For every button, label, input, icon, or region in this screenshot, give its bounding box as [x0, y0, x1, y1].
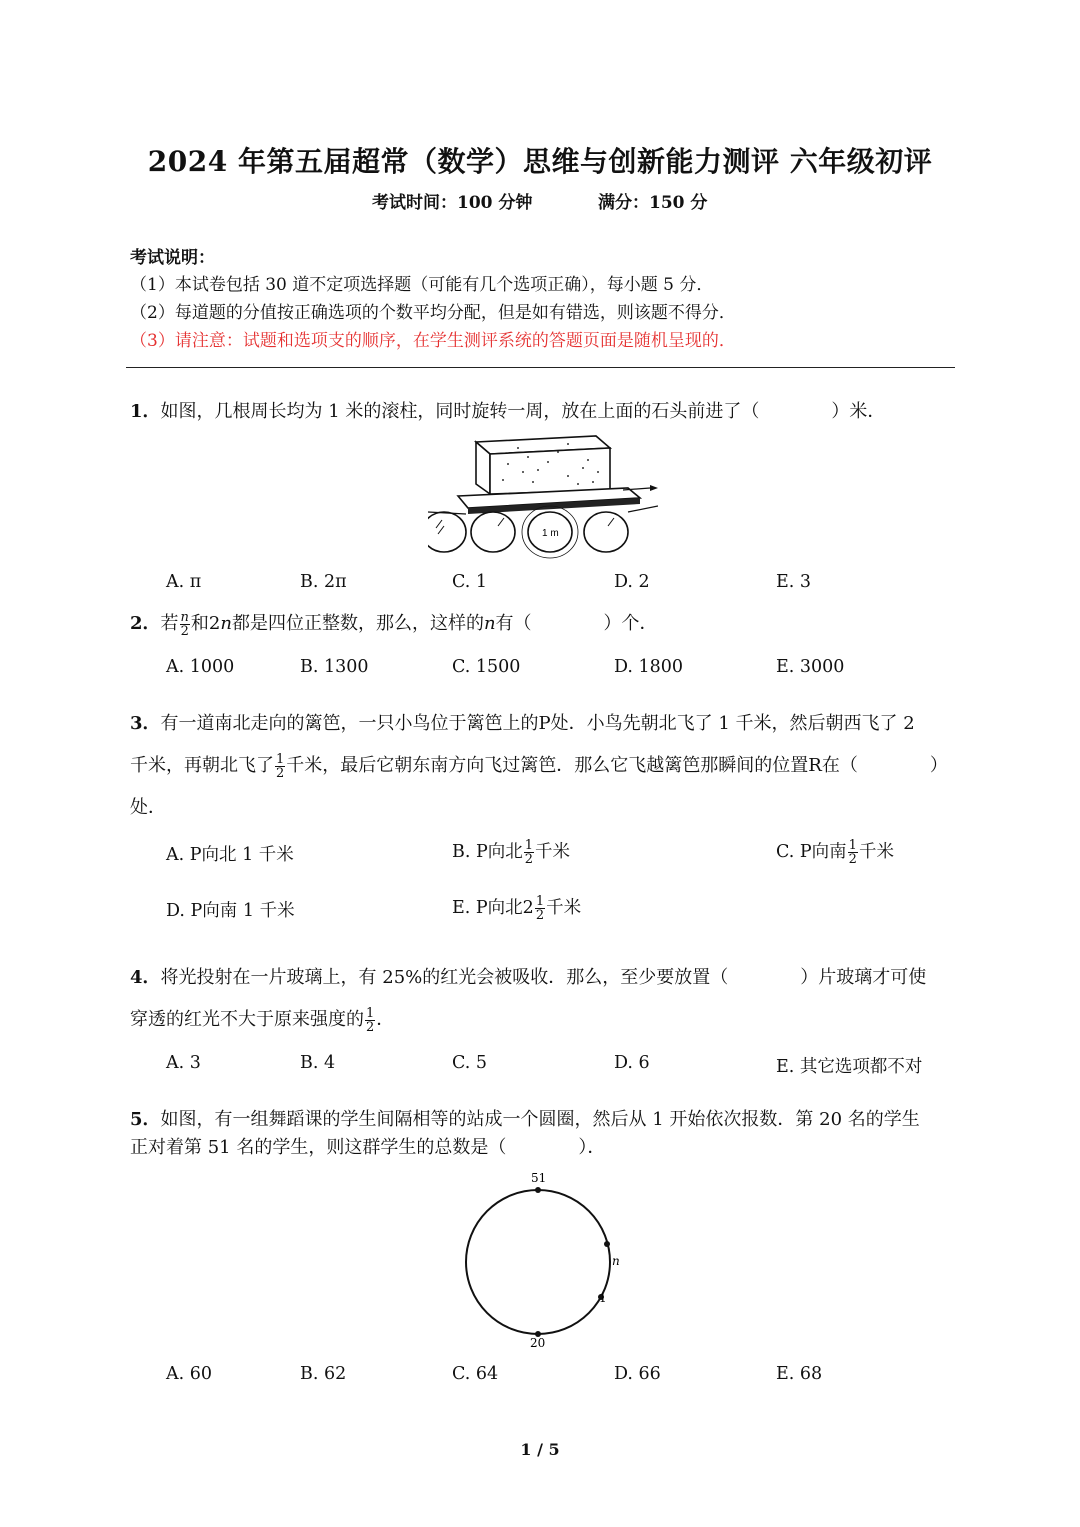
fraction: $\frac{1}{2}$	[276, 751, 285, 781]
question-4: 4．将光投射在一片玻璃上，有 25%的红光会被吸收．那么，至少要放置（ ）片玻璃才可使	[130, 967, 927, 988]
full-score: 满分：150 分	[598, 193, 708, 213]
instruction-line-3: （3）请注意：试题和选项支的顺序，在学生测评系统的答题页面是随机呈现的．	[130, 331, 736, 351]
question-1: 1．如图，几根周长均为 1 米的滚柱，同时旋转一周，放在上面的石头前进了（ ）米．	[130, 401, 886, 422]
page-number: 1 / 5	[520, 1440, 560, 1459]
question-3-line-3: 处．	[130, 797, 166, 818]
q2-option-b[interactable]: B. 1300	[300, 657, 369, 677]
q1-option-c[interactable]: C. 1	[452, 572, 488, 592]
question-number: 1	[130, 401, 143, 422]
q2-option-d[interactable]: D. 1800	[614, 657, 684, 677]
question-text: 将光投射在一片玻璃上，有 25%的红光会被吸收．那么，至少要放置（ ）片玻璃才可使	[160, 967, 927, 988]
question-number: 3	[130, 713, 143, 734]
question-text: 有一道南北走向的篱笆，一只小鸟位于篱笆上的P处．小鸟先朝北飞了 1 千米，然后朝西飞了 2	[160, 713, 915, 734]
instruction-line-2: （2）每道题的分值按正确选项的个数平均分配，但是如有错选，则该题不得分．	[130, 303, 736, 323]
rollers-figure	[428, 432, 658, 562]
question-text: 若	[160, 613, 179, 634]
question-3: 3．有一道南北走向的篱笆，一只小鸟位于篱笆上的P处．小鸟先朝北飞了 1 千米，然后朝西飞了 2	[130, 713, 915, 734]
q1-option-b[interactable]: B. 2π	[300, 572, 347, 592]
circle-figure	[450, 1168, 630, 1353]
q5-option-d[interactable]: D. 66	[614, 1364, 661, 1384]
question-text: 如图，有一组舞蹈课的学生间隔相等的站成一个圆圈，然后从 1 开始依次报数．第 20 名的学生	[160, 1109, 920, 1130]
q5-option-b[interactable]: B. 62	[300, 1364, 347, 1384]
q4-option-a[interactable]: A. 3	[166, 1053, 201, 1073]
question-number: 2	[130, 613, 143, 634]
point-51	[535, 1187, 541, 1193]
label-n: n	[612, 1254, 620, 1268]
question-4-line-2: 穿透的红光不大于原来强度的 $\frac{1}{2}$ ．	[130, 1005, 395, 1035]
page-title: 2024 年第五届超常（数学）思维与创新能力测评 六年级初评	[147, 145, 933, 178]
question-5: 5．如图，有一组舞蹈课的学生间隔相等的站成一个圆圈，然后从 1 开始依次报数．第 20 名的学生	[130, 1109, 920, 1130]
exam-time: 考试时间：100 分钟	[372, 193, 533, 213]
question-5-line-2: 正对着第 51 名的学生，则这群学生的总数是（ ）．	[130, 1137, 606, 1158]
instruction-line-1: （1）本试卷包括 30 道不定项选择题（可能有几个选项正确），每小题 5 分．	[130, 275, 714, 295]
q1-option-d[interactable]: D. 2	[614, 572, 650, 592]
q4-option-b[interactable]: B. 4	[300, 1053, 336, 1073]
q5-option-a[interactable]: A. 60	[166, 1364, 213, 1384]
instructions-heading: 考试说明：	[130, 248, 215, 268]
q2-option-a[interactable]: A. 1000	[166, 657, 235, 677]
label-20: 20	[530, 1336, 546, 1350]
question-number: 4	[130, 967, 143, 988]
fraction: $\frac{n}{2}$	[180, 609, 189, 639]
label-1: 1	[599, 1291, 607, 1305]
q3-option-d[interactable]: D. P向南 1 千米	[166, 901, 295, 921]
point-n	[604, 1241, 610, 1247]
divider	[126, 367, 955, 368]
question-number: 5	[130, 1109, 143, 1130]
q3-option-c[interactable]: C. P向南 $\frac{1}{2}$ 千米	[776, 838, 894, 867]
roller-label: 1 m	[542, 528, 559, 539]
question-text: 如图，几根周长均为 1 米的滚柱，同时旋转一周，放在上面的石头前进了（ ）米．	[160, 401, 886, 422]
question-2: 2．若 $\frac{n}{2}$ 和2n都是四位正整数，那么，这样的n有（ ）个．	[130, 609, 658, 639]
q5-option-e[interactable]: E. 68	[776, 1364, 823, 1384]
q2-option-e[interactable]: E. 3000	[776, 657, 845, 677]
q4-option-c[interactable]: C. 5	[452, 1053, 488, 1073]
q4-option-d[interactable]: D. 6	[614, 1053, 650, 1073]
fraction: $\frac{1}{2}$	[366, 1005, 375, 1035]
q3-option-b[interactable]: B. P向北 $\frac{1}{2}$ 千米	[452, 838, 571, 867]
q1-option-e[interactable]: E. 3	[776, 572, 812, 592]
q1-option-a[interactable]: A. π	[166, 572, 202, 592]
label-51: 51	[531, 1171, 547, 1185]
q3-option-a[interactable]: A. P向北 1 千米	[166, 845, 294, 865]
q4-option-e[interactable]: E. 其它选项都不对	[776, 1057, 923, 1077]
question-3-line-2: 千米，再朝北飞了 $\frac{1}{2}$ 千米，最后它朝东南方向飞过篱笆．那么它飞越篱笆那瞬间的位置R在（ ）	[130, 751, 948, 781]
q5-option-c[interactable]: C. 64	[452, 1364, 499, 1384]
q2-option-c[interactable]: C. 1500	[452, 657, 521, 677]
q3-option-e[interactable]: E. P向北2 $\frac{1}{2}$ 千米	[452, 894, 582, 923]
